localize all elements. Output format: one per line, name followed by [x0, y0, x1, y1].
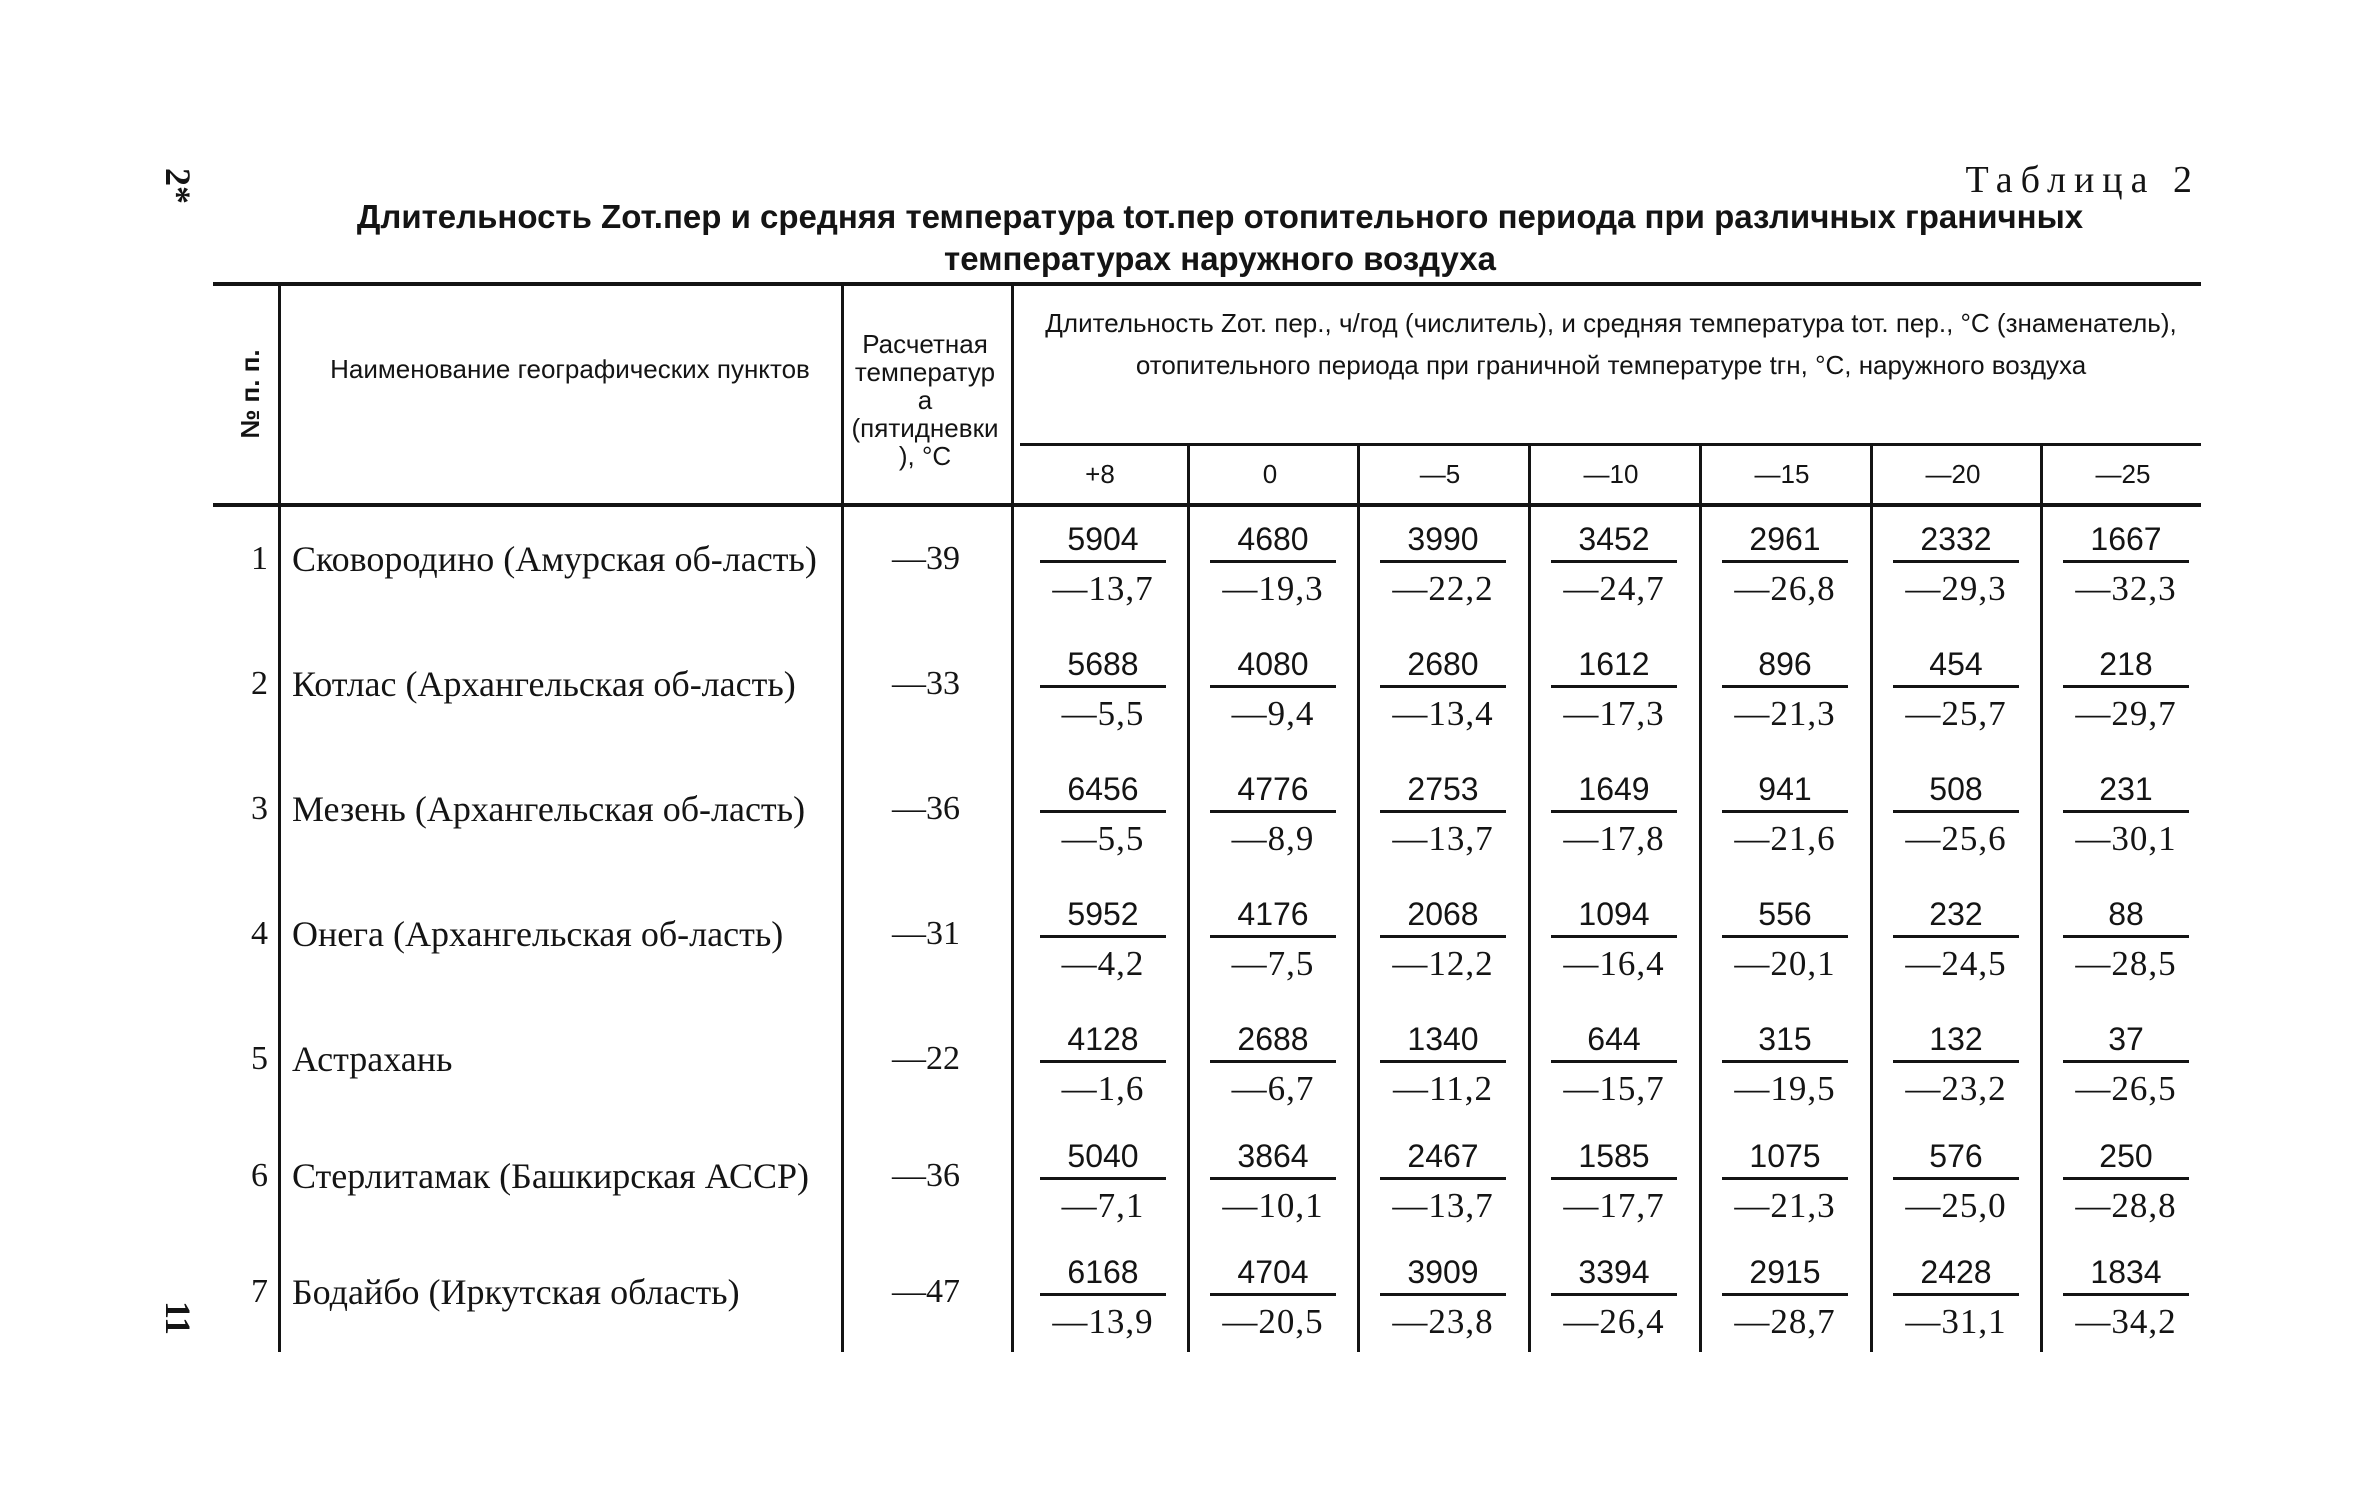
duration-value: 315 — [1722, 1018, 1848, 1063]
duration-value: 2428 — [1893, 1251, 2019, 1296]
boundary-temp-header: —10 — [1583, 459, 1639, 489]
fraction-cell — [2051, 643, 2201, 740]
fraction-cell — [2051, 1135, 2201, 1232]
header-calc-temp: Расчетная температура (пятидневки), °С — [851, 329, 999, 471]
col-sep-6 — [2040, 446, 2043, 1352]
fraction-cell — [1028, 1251, 1178, 1348]
mean-temp-value: —28,7 — [1734, 1302, 1836, 1341]
boundary-temp-header: 0 — [1262, 459, 1278, 489]
col-sep-5 — [1870, 446, 1873, 1352]
place-name: Онега (Архангельская об-ласть) — [292, 914, 784, 954]
row-number: 3 — [251, 790, 268, 827]
mean-temp-value: —25,7 — [1905, 694, 2007, 733]
mean-temp-value: —28,5 — [2075, 944, 2177, 983]
fraction-cell — [1710, 1135, 1860, 1232]
page-number: 11 — [158, 1300, 198, 1335]
fraction-cell — [1198, 768, 1348, 865]
boundary-temp-header: +8 — [1085, 459, 1115, 489]
duration-value: 2961 — [1722, 518, 1848, 563]
duration-value: 644 — [1551, 1018, 1677, 1063]
fraction-cell — [1539, 1251, 1689, 1348]
mean-temp-value: —25,0 — [1905, 1186, 2007, 1225]
mean-temp-value: —8,9 — [1231, 819, 1315, 858]
mean-temp-value: —23,8 — [1392, 1302, 1494, 1341]
fraction-cell — [1198, 893, 1348, 990]
mean-temp-value: —17,8 — [1563, 819, 1665, 858]
duration-value: 5904 — [1040, 518, 1166, 563]
fraction-cell — [1539, 1135, 1689, 1232]
mean-temp-value: —1,6 — [1061, 1069, 1145, 1108]
fraction-cell — [2051, 518, 2201, 615]
duration-value: 2680 — [1380, 643, 1506, 688]
duration-value: 2915 — [1722, 1251, 1848, 1296]
col-sep-1 — [1187, 446, 1190, 1352]
place-name: Стерлитамак (Башкирская АССР) — [292, 1156, 809, 1196]
fraction-cell — [1710, 1251, 1860, 1348]
duration-value: 1075 — [1722, 1135, 1848, 1180]
fraction-cell — [1881, 1251, 2031, 1348]
duration-value: 1649 — [1551, 768, 1677, 813]
duration-value: 3909 — [1380, 1251, 1506, 1296]
mean-temp-value: —7,1 — [1061, 1186, 1145, 1225]
mean-temp-value: —20,5 — [1222, 1302, 1324, 1341]
boundary-temp-header: —15 — [1754, 459, 1810, 489]
duration-value: 231 — [2063, 768, 2189, 813]
fraction-cell — [2051, 1018, 2201, 1115]
mean-temp-value: —21,6 — [1734, 819, 1836, 858]
fraction-cell — [1710, 1018, 1860, 1115]
mean-temp-value: —32,3 — [2075, 569, 2177, 608]
duration-value: 4176 — [1210, 893, 1336, 938]
fraction-cell — [1368, 518, 1518, 615]
calc-temp: —22 — [892, 1040, 960, 1077]
row-number: 2 — [251, 665, 268, 702]
col-sep-3 — [1528, 446, 1531, 1352]
mean-temp-value: —21,3 — [1734, 1186, 1836, 1225]
mean-temp-value: —6,7 — [1231, 1069, 1315, 1108]
duration-value: 1094 — [1551, 893, 1677, 938]
boundary-temps-rule — [1020, 443, 2201, 446]
duration-value: 454 — [1893, 643, 2019, 688]
duration-value: 3990 — [1380, 518, 1506, 563]
fraction-cell — [1368, 643, 1518, 740]
fraction-cell — [1368, 893, 1518, 990]
mean-temp-value: —4,2 — [1061, 944, 1145, 983]
row-number: 5 — [251, 1040, 268, 1077]
mean-temp-value: —13,7 — [1392, 819, 1494, 858]
mean-temp-value: —23,2 — [1905, 1069, 2007, 1108]
fraction-cell — [1881, 518, 2031, 615]
fraction-cell — [1368, 1018, 1518, 1115]
fraction-cell — [1028, 893, 1178, 990]
header-num: № п. п. — [235, 349, 265, 439]
calc-temp: —36 — [892, 790, 960, 827]
duration-value: 5952 — [1040, 893, 1166, 938]
fraction-cell — [1881, 643, 2031, 740]
mean-temp-value: —24,7 — [1563, 569, 1665, 608]
mean-temp-value: —20,1 — [1734, 944, 1836, 983]
fraction-cell — [1028, 518, 1178, 615]
fraction-cell — [1539, 643, 1689, 740]
mean-temp-value: —5,5 — [1061, 819, 1145, 858]
row-number: 1 — [251, 540, 268, 577]
col-sep-calc — [1011, 286, 1014, 1352]
mean-temp-value: —15,7 — [1563, 1069, 1665, 1108]
calc-temp: —31 — [892, 915, 960, 952]
duration-value: 3394 — [1551, 1251, 1677, 1296]
fraction-cell — [1028, 1018, 1178, 1115]
fraction-cell — [1881, 1135, 2031, 1232]
mean-temp-value: —31,1 — [1905, 1302, 2007, 1341]
duration-value: 2467 — [1380, 1135, 1506, 1180]
calc-temp: —47 — [892, 1273, 960, 1310]
mean-temp-value: —26,5 — [2075, 1069, 2177, 1108]
mean-temp-value: —29,7 — [2075, 694, 2177, 733]
mean-temp-value: —11,2 — [1393, 1069, 1493, 1108]
mean-temp-value: —5,5 — [1061, 694, 1145, 733]
duration-value: 2753 — [1380, 768, 1506, 813]
duration-value: 941 — [1722, 768, 1848, 813]
fraction-cell — [2051, 768, 2201, 865]
boundary-temp-header: —25 — [2095, 459, 2151, 489]
duration-value: 250 — [2063, 1135, 2189, 1180]
mean-temp-value: —17,7 — [1563, 1186, 1665, 1225]
duration-value: 4128 — [1040, 1018, 1166, 1063]
duration-value: 232 — [1893, 893, 2019, 938]
row-number: 4 — [251, 915, 268, 952]
place-name: Бодайбо (Иркутская область) — [292, 1272, 740, 1312]
calc-temp: —33 — [892, 665, 960, 702]
calc-temp: —36 — [892, 1157, 960, 1194]
mean-temp-value: —17,3 — [1563, 694, 1665, 733]
place-name: Мезень (Архангельская об-ласть) — [292, 789, 806, 829]
mean-temp-value: —16,4 — [1563, 944, 1665, 983]
fraction-cell — [1198, 518, 1348, 615]
duration-value: 576 — [1893, 1135, 2019, 1180]
col-sep-num — [278, 286, 281, 1352]
fraction-cell — [1198, 1251, 1348, 1348]
fraction-cell — [2051, 1251, 2201, 1348]
fraction-cell — [1198, 1135, 1348, 1232]
duration-value: 5688 — [1040, 643, 1166, 688]
duration-value: 6456 — [1040, 768, 1166, 813]
duration-value: 88 — [2063, 893, 2189, 938]
fraction-cell — [1881, 768, 2031, 865]
mean-temp-value: —28,8 — [2075, 1186, 2177, 1225]
duration-value: 4080 — [1210, 643, 1336, 688]
mean-temp-value: —13,9 — [1052, 1302, 1154, 1341]
duration-value: 1667 — [2063, 518, 2189, 563]
duration-value: 1834 — [2063, 1251, 2189, 1296]
mean-temp-value: —19,3 — [1222, 569, 1324, 608]
fraction-cell — [1710, 893, 1860, 990]
mean-temp-value: —21,3 — [1734, 694, 1836, 733]
fraction-cell — [1710, 643, 1860, 740]
fraction-cell — [2051, 893, 2201, 990]
duration-value: 132 — [1893, 1018, 2019, 1063]
fraction-cell — [1710, 768, 1860, 865]
fraction-cell — [1028, 1135, 1178, 1232]
fraction-cell — [1198, 643, 1348, 740]
duration-value: 1612 — [1551, 643, 1677, 688]
mean-temp-value: —10,1 — [1222, 1186, 1324, 1225]
row-number: 7 — [251, 1273, 268, 1310]
fraction-cell — [1539, 1018, 1689, 1115]
duration-value: 4776 — [1210, 768, 1336, 813]
duration-value: 3452 — [1551, 518, 1677, 563]
fraction-cell — [1539, 893, 1689, 990]
fraction-cell — [1881, 893, 2031, 990]
duration-value: 1585 — [1551, 1135, 1677, 1180]
signature-mark: 2* — [158, 168, 198, 204]
mean-temp-value: —22,2 — [1392, 569, 1494, 608]
mean-temp-value: —7,5 — [1231, 944, 1315, 983]
duration-value: 1340 — [1380, 1018, 1506, 1063]
header-name: Наименование географических пунктов — [330, 354, 810, 384]
duration-value: 4704 — [1210, 1251, 1336, 1296]
mean-temp-value: —29,3 — [1905, 569, 2007, 608]
duration-value: 556 — [1722, 893, 1848, 938]
calc-temp: —39 — [892, 540, 960, 577]
table-label: Таблица 2 — [1965, 159, 2200, 201]
fraction-cell — [1368, 1135, 1518, 1232]
mean-temp-value: —13,4 — [1392, 694, 1494, 733]
place-name: Котлас (Архангельская об-ласть) — [292, 664, 796, 704]
header-bottom-rule — [213, 503, 2201, 507]
mean-temp-value: —26,8 — [1734, 569, 1836, 608]
mean-temp-value: —13,7 — [1052, 569, 1154, 608]
duration-value: 37 — [2063, 1018, 2189, 1063]
duration-value: 4680 — [1210, 518, 1336, 563]
boundary-temp-header: —20 — [1925, 459, 1981, 489]
table-top-rule — [213, 282, 2201, 286]
fraction-cell — [1028, 643, 1178, 740]
col-sep-4 — [1699, 446, 1702, 1352]
row-number: 6 — [251, 1157, 268, 1194]
duration-value: 2688 — [1210, 1018, 1336, 1063]
mean-temp-value: —9,4 — [1231, 694, 1315, 733]
place-name: Астрахань — [292, 1039, 453, 1079]
mean-temp-value: —25,6 — [1905, 819, 2007, 858]
duration-value: 896 — [1722, 643, 1848, 688]
fraction-cell — [1881, 1018, 2031, 1115]
col-sep-name — [841, 286, 844, 1352]
mean-temp-value: —34,2 — [2075, 1302, 2177, 1341]
duration-value: 6168 — [1040, 1251, 1166, 1296]
mean-temp-value: —26,4 — [1563, 1302, 1665, 1341]
mean-temp-value: —19,5 — [1734, 1069, 1836, 1108]
duration-value: 508 — [1893, 768, 2019, 813]
place-name: Сковородино (Амурская об-ласть) — [292, 539, 817, 579]
mean-temp-value: —13,7 — [1392, 1186, 1494, 1225]
fraction-cell — [1368, 768, 1518, 865]
fraction-cell — [1539, 768, 1689, 865]
fraction-cell — [1710, 518, 1860, 615]
fraction-cell — [1368, 1251, 1518, 1348]
duration-value: 2332 — [1893, 518, 2019, 563]
duration-value: 2068 — [1380, 893, 1506, 938]
fraction-cell — [1198, 1018, 1348, 1115]
duration-value: 218 — [2063, 643, 2189, 688]
boundary-temp-header: —5 — [1419, 459, 1461, 489]
mean-temp-value: —24,5 — [1905, 944, 2007, 983]
duration-value: 3864 — [1210, 1135, 1336, 1180]
col-sep-2 — [1357, 446, 1360, 1352]
mean-temp-value: —12,2 — [1392, 944, 1494, 983]
fraction-cell — [1028, 768, 1178, 865]
table-title: Длительность Zот.пер и средняя температура tот.пер отопительного периода при различных граничных температурах наружного воздуха — [356, 198, 2084, 277]
duration-value: 5040 — [1040, 1135, 1166, 1180]
header-duration: Длительность Zот. пер., ч/год (числитель), и средняя температура tот. пер., °С (знаменатель), отопительного периода при граничной температуре tгн, °С, наружного воздуха — [1045, 308, 2177, 380]
fraction-cell — [1539, 518, 1689, 615]
mean-temp-value: —30,1 — [2075, 819, 2177, 858]
